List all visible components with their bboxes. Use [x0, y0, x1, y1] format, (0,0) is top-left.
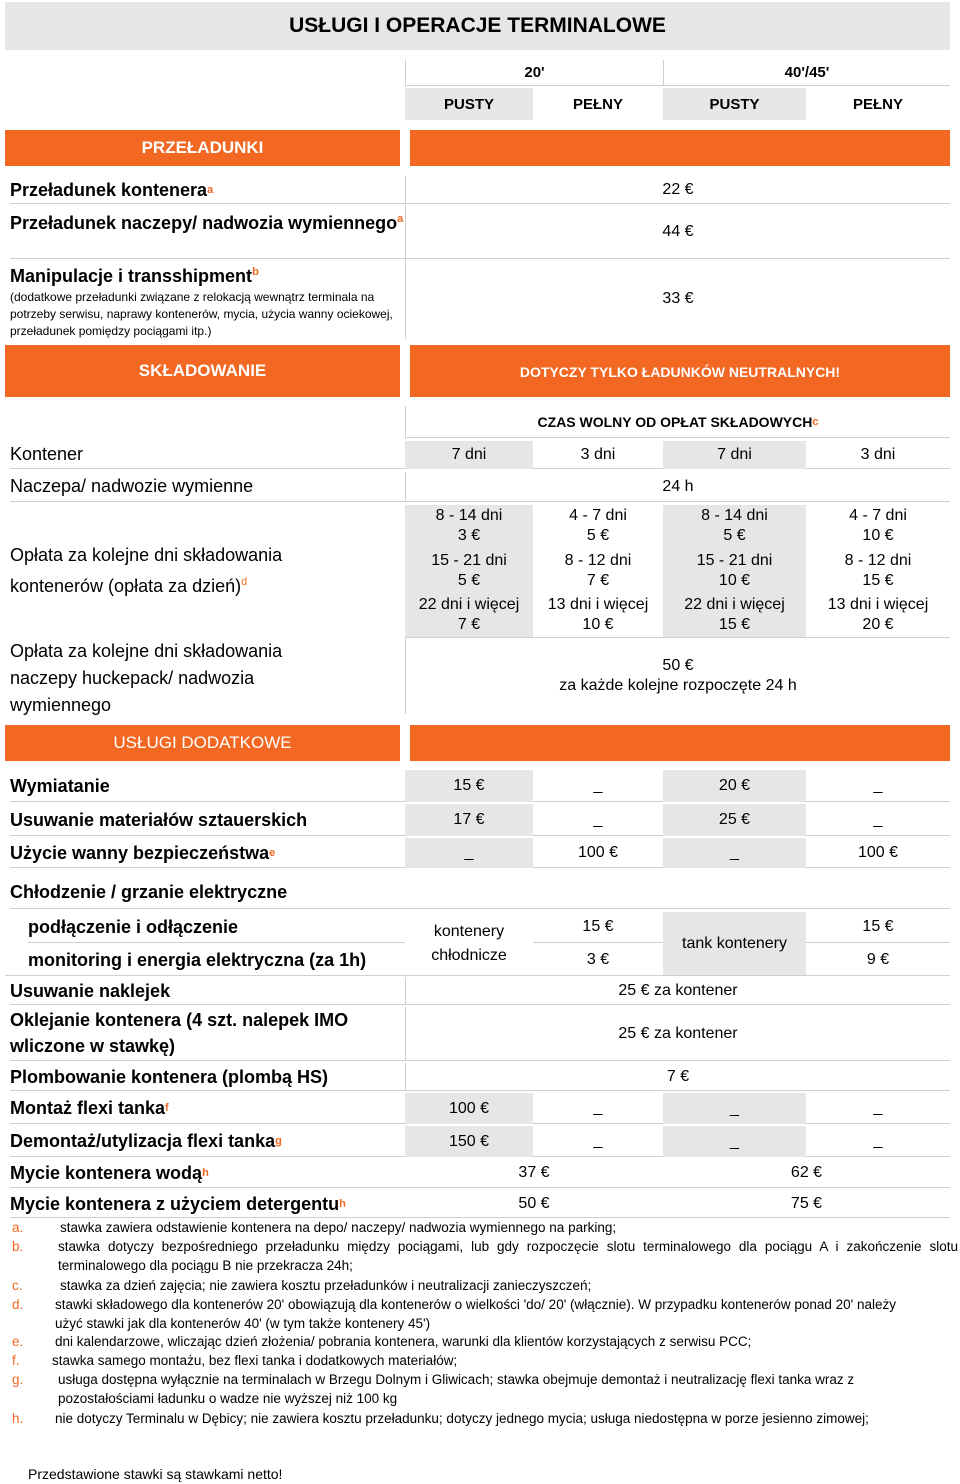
- podlaczenie-40: 15 €: [806, 912, 950, 943]
- row-mycie-woda: Mycie kontenera wodą h: [10, 1158, 405, 1188]
- col-header-20: 20': [405, 60, 663, 86]
- montaz-20-pusty: 100 €: [405, 1093, 533, 1124]
- usuwanie-20-pusty: 17 €: [405, 804, 533, 836]
- footnote-f: f. stawka samego montażu, bez flexi tanka i dodatkowych materiałów;: [12, 1353, 458, 1368]
- row-przeladunek-kontenera: Przeładunek kontenera a: [10, 176, 405, 204]
- value-naczepa: 24 h: [405, 472, 950, 502]
- wymiatanie-20-pelny: _: [533, 770, 663, 802]
- wymiatanie-40-pusty: 20 €: [663, 770, 806, 802]
- row-naczepa: Naczepa/ nadwozie wymienne: [10, 472, 405, 502]
- row-mycie-detergent: Mycie kontenera z użyciem detergentu h: [10, 1190, 405, 1218]
- row-naklejki: Usuwanie naklejek: [10, 977, 405, 1005]
- row-manipulacje: Manipulacje i transshipment$^b$ (dodatkowe przeładunki związane z relokacją wewnątrz terminala na potrzeby serwisu, naprawy kontenerów, mycia, użycia wanny ociekowej, przeładunek pomiędzy pociągami itp.): [10, 259, 405, 339]
- value-oplata-naczepy: 50 € za każde kolejne rozpoczęte 24 h: [405, 638, 950, 714]
- usuwanie-40-pusty: 25 €: [663, 804, 806, 836]
- wanna-40-pelny: 100 €: [806, 838, 950, 868]
- neutral-note-band: DOTYCZY TYLKO ŁADUNKÓW NEUTRALNYCH!: [410, 345, 950, 397]
- row-podlaczenie: podłączenie i odłączenie: [28, 912, 405, 943]
- oplata-20-pelny-2: 8 - 12 dni 7 €: [564, 552, 632, 589]
- oplata-20-pusty-3: 22 dni i więcej 7 €: [418, 596, 520, 633]
- wymiatanie-20-pusty: 15 €: [405, 770, 533, 802]
- kontener-20-pusty: 7 dni: [405, 441, 533, 469]
- value-przeladunek-naczepy: 44 €: [405, 205, 950, 259]
- footnote-a: a. stawka zawiera odstawienie kontenera na depo/ naczepy/ nadwozia wymiennego na parking;: [12, 1220, 617, 1235]
- page-title: USŁUGI I OPERACJE TERMINALOWE: [289, 14, 666, 37]
- bottom-note: Przedstawione stawki są stawkami netto!: [28, 1466, 283, 1482]
- czas-wolny-header: CZAS WOLNY OD OPŁAT SKŁADOWYCH c: [405, 406, 950, 438]
- mycie-det-20: 50 €: [405, 1190, 663, 1218]
- demontaz-40-pelny: _: [806, 1126, 950, 1157]
- monitoring-40: 9 €: [866, 950, 890, 968]
- wanna-20-pusty: _: [405, 838, 533, 868]
- divider: [5, 975, 950, 976]
- kontener-40-pusty: 7 dni: [663, 441, 806, 469]
- oplata-40-pelny-1: 4 - 7 dni 10 €: [849, 507, 907, 544]
- usuwanie-40-pelny: _: [806, 804, 950, 836]
- oplata-20-pusty-1: 8 - 14 dni 3 €: [435, 507, 503, 544]
- footnote-d: d. stawki składowego dla kontenerów 20' obowiązują dla kontenerów o wielkości 'do/ 20' (włącznie). W przypadku kontenerów ponad 20' należy użyć stawki jak dla kontenerów 40' (w tym także kontenery 45'): [12, 1297, 897, 1331]
- col-header-40-pusty: PUSTY: [663, 88, 806, 120]
- row-plombowanie: Plombowanie kontenera (plombą HS): [10, 1063, 405, 1091]
- oplata-40-pusty-2: 15 - 21 dni 10 €: [696, 552, 773, 589]
- footnote-b: b. stawka dotyczy bezpośredniego przeładunku między pociągami, lub gdy rozpoczęcie slotu terminalowego dla pociągu A i zakończenie slotu terminalowego dla pociągu B nie przekracza 24h;: [12, 1239, 958, 1273]
- kontener-40-pelny: 3 dni: [806, 441, 950, 469]
- row-chlodzenie: Chłodzenie / grzanie elektryczne: [10, 875, 950, 909]
- manipulacje-note: (dodatkowe przeładunki związane z relokacją wewnątrz terminala na potrzeby serwisu, naprawy kontenerów, mycia, użycia wanny ociekowej, przeładunek pomiędzy pociągami itp.): [10, 290, 393, 338]
- row-usuwanie-materialow: Usuwanie materiałów sztauerskich: [10, 804, 405, 836]
- usuwanie-20-pelny: _: [533, 804, 663, 836]
- section-przeladunki-band: [410, 130, 950, 166]
- section-uslugi: USŁUGI DODATKOWE: [5, 725, 400, 761]
- mycie-det-40: 75 €: [663, 1190, 950, 1218]
- section-skladowanie: SKŁADOWANIE: [5, 345, 400, 397]
- row-monitoring: monitoring i energia elektryczna (za 1h): [28, 949, 367, 970]
- demontaz-40-pusty: _: [663, 1126, 806, 1157]
- value-naklejki: 25 € za kontener: [405, 977, 950, 1005]
- demontaz-20-pusty: 150 €: [405, 1126, 533, 1157]
- col-header-40: 40'/45': [663, 60, 950, 86]
- podlaczenie-20: 15 €: [533, 912, 663, 943]
- row-oplata-kontenerow: Opłata za kolejne dni składowania kontenerów (opłata za dzień)$^d$: [10, 545, 283, 596]
- col-header-40-pelny: PEŁNY: [852, 95, 903, 113]
- mycie-woda-20: 37 €: [405, 1158, 663, 1188]
- wymiatanie-40-pelny: _: [806, 770, 950, 802]
- monitoring-20: 3 €: [586, 950, 610, 968]
- row-wanna: Użycie wanny bezpieczeństwa e: [10, 838, 405, 868]
- value-plombowanie: 7 €: [405, 1063, 950, 1091]
- col-header-20-pelny: PEŁNY: [572, 95, 623, 113]
- demontaz-20-pelny: _: [533, 1126, 663, 1157]
- footnote-c: c. stawka za dzień zajęcia; nie zawiera kosztu przeładunków i neutralizacji zanieczyszczeń;: [12, 1278, 592, 1293]
- oplata-40-pusty-3: 22 dni i więcej 15 €: [684, 596, 785, 633]
- oplata-40-pusty-1: 8 - 14 dni 5 €: [701, 507, 768, 544]
- oplata-40-pelny-2: 8 - 12 dni 15 €: [844, 552, 912, 589]
- oplata-20-pelny-3: 13 dni i więcej 10 €: [547, 596, 649, 633]
- footnote-h: h. nie dotyczy Terminalu w Dębicy; nie zawiera kosztu przeładunku; dotyczy jednego mycia; usługa niedostępna w porze jesienno zimowej;: [12, 1411, 869, 1426]
- kontenery-chlodnicze-label: kontenery chłodnicze: [431, 922, 507, 964]
- wanna-20-pelny: 100 €: [533, 838, 663, 868]
- value-oklejanie: 25 € za kontener: [405, 1007, 950, 1061]
- footnote-e: e. dni kalendarzowe, wliczając dzień złożenia/ pobrania kontenera, warunki dla klientów korzystających z serwisu PCC;: [12, 1334, 752, 1349]
- col-header-20-pusty: PUSTY: [405, 88, 533, 120]
- oplata-20-pelny-1: 4 - 7 dni 5 €: [569, 507, 627, 544]
- montaz-40-pusty: _: [663, 1093, 806, 1124]
- row-kontener: Kontener: [10, 441, 405, 469]
- footnote-g: g. usługa dostępna wyłącznie na terminalach w Brzegu Dolnym i Gliwicach; stawka obejmuje demontaż i neutralizację flexi tanka wraz z pozostałościami ładunku o wadze nie wyższej niż 100 kg: [12, 1372, 855, 1406]
- row-oklejanie: Oklejanie kontenera (4 szt. nalepek IMO wliczone w stawkę): [10, 1007, 405, 1061]
- value-przeladunek-kontenera: 22 €: [405, 176, 950, 204]
- page-title-bar: [5, 2, 950, 50]
- section-uslugi-band: [410, 725, 950, 761]
- row-demontaz: Demontaż/utylizacja flexi tanka g: [10, 1126, 405, 1157]
- oplata-20-pusty-2: 15 - 21 dni 5 €: [431, 552, 507, 589]
- row-montaz: Montaż flexi tanka f: [10, 1093, 405, 1124]
- montaz-40-pelny: _: [806, 1093, 950, 1124]
- row-wymiatanie: Wymiatanie: [10, 770, 405, 802]
- oplata-40-pelny-3: 13 dni i więcej 20 €: [827, 596, 929, 633]
- mycie-woda-40: 62 €: [663, 1158, 950, 1188]
- tank-kontenery-label: tank kontenery: [663, 912, 806, 975]
- section-przeladunki: PRZEŁADUNKI: [5, 130, 400, 166]
- row-oplata-naczepy: Opłata za kolejne dni składowania naczepy huckepack/ nadwozia wymiennego: [10, 641, 283, 715]
- row-przeladunek-naczepy: Przeładunek naczepy/ nadwozia wymiennego$^a$: [10, 205, 405, 259]
- value-manipulacje: 33 €: [405, 259, 950, 339]
- wanna-40-pusty: _: [663, 838, 806, 868]
- montaz-20-pelny: _: [533, 1093, 663, 1124]
- kontener-20-pelny: 3 dni: [533, 441, 663, 469]
